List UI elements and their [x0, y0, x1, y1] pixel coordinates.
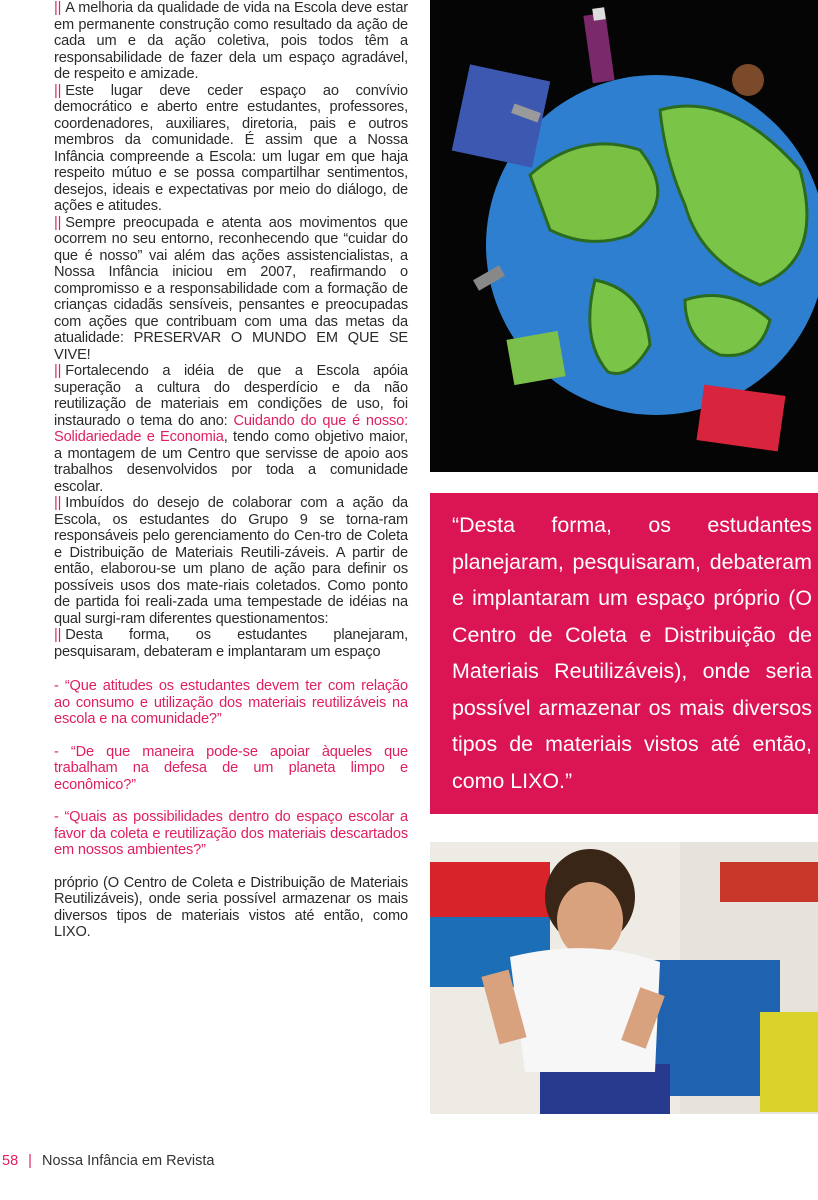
question-2: - “De que maneira pode-se apoiar àqueles que trabalham na defesa de um planeta limpo e econômico?”	[54, 743, 408, 793]
pull-quote-text: “Desta forma, os estudantes planejaram, pesquisaram, debateram e implantaram um espaço próprio (O Centro de Coleta e Distribuição de Materiais Reutilizáveis), onde seria possível armazenar os mais diversos tipos de materiais vistos até então, como LIXO.”	[452, 513, 812, 793]
paragraph-marker: ||	[54, 363, 62, 379]
paragraph-marker: ||	[54, 82, 62, 99]
paragraph-4: || Fortalecendo a idéia de que a Escola apóia superação a cultura do desperdício e da não reutilização de materiais em condições de uso, foi instaurado o tema do ano: Cuidando do que é nosso: Solidariedade e Economia, tendo como objetivo maior, a montagem de um Centro que servisse de apoio aos trabalhos desenvolvidos por toda a comunidade escolar.	[54, 363, 408, 495]
paragraph-2: || Este lugar deve ceder espaço ao convívio democrático e aberto entre estudantes, professores, coordenadores, auxiliares, diretoria, pais e outros membros da comunidade. É assim que a Nossa Infância compreende a Escola: um lugar em que haja respeito mútuo e se possa compartilhar sentimentos, desejos, ideais e expectativas por meio do diálogo, de ações e atitudes.	[54, 82, 408, 214]
paragraph-3: || Sempre preocupada e atenta aos movimentos que ocorrem no seu entorno, reconhecendo que “cuidar do que é nosso” vai além das ações assistencialistas, a Nossa Infância iniciou em 2007, reafirmando o compromisso e a responsabilidade com a formação de crianças cidadãs sensíveis, pensantes e preocupadas com ações que contribuam com uma das metas da atualidade: PRESERVAR O MUNDO EM QUE SE VIVE!	[54, 214, 408, 363]
paragraph-7: próprio (O Centro de Coleta e Distribuição de Materiais Reutilizáveis), onde seria possível armazenar os mais diversos tipos de materiais vistos até então, como LIXO.	[54, 874, 408, 940]
theme-of-year: Cuidando do que é nosso: Solidariedade e Economia	[54, 412, 408, 445]
globe-drawing-image	[430, 0, 818, 472]
page-number: 58	[2, 1153, 19, 1169]
pull-quote-box	[430, 493, 818, 814]
article-column	[54, 0, 408, 941]
paragraph-marker: ||	[54, 495, 62, 511]
footer-separator: |	[28, 1153, 32, 1169]
question-3: - “Quais as possibilidades dentro do espaço escolar a favor da coleta e reutilização dos materiais descartados em nossos ambientes?”	[54, 809, 408, 858]
paragraph-6: || Desta forma, os estudantes planejaram, pesquisaram, debateram e implantaram um espaço	[54, 627, 408, 660]
student-photo	[430, 842, 818, 1114]
page-footer	[2, 1153, 214, 1169]
paragraph-5: || Imbuídos do desejo de colaborar com a ação da Escola, os estudantes do Grupo 9 se torna-ram responsáveis pelo gerenciamento do Cen-tro de Coleta e Distribuição de Materiais Reutili-záveis. A partir de então, elaborou-se um plano de ação para definir os possíveis usos dos mate-riais coletados. Como ponto de partida foi reali-zada uma tempestade de idéias na qual surgi-ram diferentes questionamentos:	[54, 495, 408, 627]
publication-title: Nossa Infância em Revista	[41, 1153, 215, 1169]
paragraph-1: || A melhoria da qualidade de vida na Escola deve estar em permanente construção como resultado da ação de cada um e da ação coletiva, pois todos têm a responsabilidade de fazer dela um espaço agradável, de respeito e amizade.	[54, 0, 408, 82]
paragraph-marker: ||	[54, 214, 62, 231]
paragraph-marker: ||	[54, 627, 62, 643]
paragraph-marker: ||	[54, 0, 62, 16]
question-1: - “Que atitudes os estudantes devem ter com relação ao consumo e utilização dos materiais reutilizáveis na escola e na comunidade?”	[54, 678, 408, 727]
